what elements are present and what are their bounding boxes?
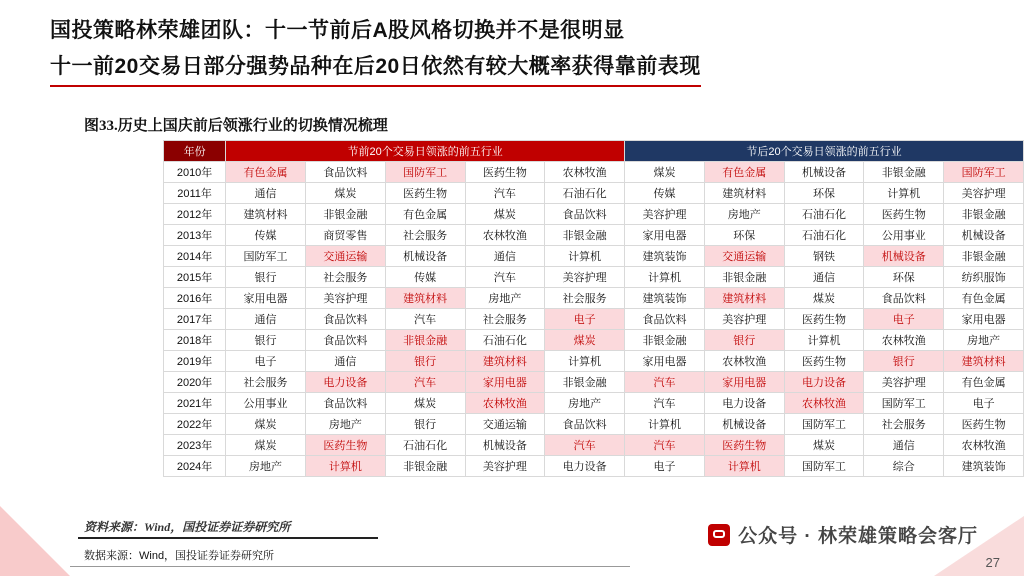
- cell-pre-industry: 电力设备: [305, 372, 385, 393]
- cell-post-industry: 交通运输: [704, 246, 784, 267]
- cell-year: 2016年: [164, 288, 226, 309]
- cell-post-industry: 家用电器: [704, 372, 784, 393]
- cell-pre-industry: 食品饮料: [305, 330, 385, 351]
- footer-divider: [70, 566, 630, 567]
- cell-pre-industry: 机械设备: [465, 435, 545, 456]
- cell-post-industry: 电力设备: [704, 393, 784, 414]
- cell-post-industry: 建筑装饰: [625, 246, 705, 267]
- cell-post-industry: 国防军工: [944, 162, 1024, 183]
- table-row: [164, 309, 1024, 330]
- cell-post-industry: 家用电器: [625, 225, 705, 246]
- cell-pre-industry: 电力设备: [545, 456, 625, 477]
- cell-year: 2022年: [164, 414, 226, 435]
- cell-post-industry: 计算机: [864, 183, 944, 204]
- table-row: [164, 267, 1024, 288]
- cell-pre-industry: 非银金融: [305, 204, 385, 225]
- cell-post-industry: 机械设备: [704, 414, 784, 435]
- footer-source: 数据来源：Wind，国投证券证券研究所: [84, 550, 275, 562]
- cell-post-industry: 美容护理: [704, 309, 784, 330]
- cell-post-industry: 汽车: [625, 372, 705, 393]
- cell-pre-industry: 食品饮料: [305, 162, 385, 183]
- cell-pre-industry: 银行: [385, 351, 465, 372]
- cell-post-industry: 环保: [864, 267, 944, 288]
- table-header: [164, 141, 1024, 162]
- cell-pre-industry: 汽车: [465, 183, 545, 204]
- cell-post-industry: 计算机: [704, 456, 784, 477]
- cell-year: 2019年: [164, 351, 226, 372]
- cell-pre-industry: 石油石化: [545, 183, 625, 204]
- cell-pre-industry: 非银金融: [385, 330, 465, 351]
- cell-pre-industry: 通信: [226, 309, 306, 330]
- page-number: 27: [985, 555, 1000, 570]
- cell-post-industry: 房地产: [704, 204, 784, 225]
- cell-post-industry: 建筑装饰: [625, 288, 705, 309]
- cell-post-industry: 环保: [784, 183, 864, 204]
- cell-pre-industry: 食品饮料: [545, 204, 625, 225]
- cell-pre-industry: 汽车: [385, 309, 465, 330]
- cell-pre-industry: 有色金属: [385, 204, 465, 225]
- cell-post-industry: 计算机: [625, 414, 705, 435]
- cell-post-industry: 房地产: [944, 330, 1024, 351]
- cell-pre-industry: 汽车: [465, 267, 545, 288]
- header-post-holiday: 节后20个交易日领涨的前五行业: [625, 141, 1024, 162]
- cell-pre-industry: 国防军工: [226, 246, 306, 267]
- cell-post-industry: 有色金属: [944, 288, 1024, 309]
- cell-pre-industry: 交通运输: [465, 414, 545, 435]
- cell-pre-industry: 电子: [226, 351, 306, 372]
- brand-block: [708, 521, 978, 548]
- cell-pre-industry: 医药生物: [465, 162, 545, 183]
- cell-pre-industry: 石油石化: [465, 330, 545, 351]
- cell-post-industry: 通信: [864, 435, 944, 456]
- cell-pre-industry: 石油石化: [385, 435, 465, 456]
- cell-pre-industry: 汽车: [385, 372, 465, 393]
- table-row: [164, 162, 1024, 183]
- cell-pre-industry: 社会服务: [465, 309, 545, 330]
- cell-year: 2012年: [164, 204, 226, 225]
- cell-post-industry: 纺织服饰: [944, 267, 1024, 288]
- cell-pre-industry: 社会服务: [545, 288, 625, 309]
- cell-post-industry: 医药生物: [944, 414, 1024, 435]
- cell-pre-industry: 银行: [226, 330, 306, 351]
- cell-post-industry: 非银金融: [864, 162, 944, 183]
- table-row: [164, 414, 1024, 435]
- cell-year: 2013年: [164, 225, 226, 246]
- figure-table-wrapper: [163, 140, 1024, 477]
- cell-pre-industry: 传媒: [226, 225, 306, 246]
- page-title: [50, 16, 980, 87]
- cell-pre-industry: 家用电器: [465, 372, 545, 393]
- header-pre-holiday: 节前20个交易日领涨的前五行业: [226, 141, 625, 162]
- cell-year: 2014年: [164, 246, 226, 267]
- cell-post-industry: 非银金融: [944, 204, 1024, 225]
- cell-post-industry: 钢铁: [784, 246, 864, 267]
- cell-post-industry: 电子: [864, 309, 944, 330]
- cell-pre-industry: 房地产: [305, 414, 385, 435]
- cell-pre-industry: 通信: [465, 246, 545, 267]
- cell-post-industry: 建筑材料: [704, 288, 784, 309]
- cell-pre-industry: 煤炭: [226, 414, 306, 435]
- cell-post-industry: 食品饮料: [625, 309, 705, 330]
- cell-post-industry: 美容护理: [944, 183, 1024, 204]
- cell-pre-industry: 农林牧渔: [465, 225, 545, 246]
- cell-pre-industry: 家用电器: [226, 288, 306, 309]
- cell-post-industry: 非银金融: [704, 267, 784, 288]
- cell-pre-industry: 计算机: [305, 456, 385, 477]
- cell-pre-industry: 房地产: [545, 393, 625, 414]
- cell-pre-industry: 医药生物: [305, 435, 385, 456]
- cell-pre-industry: 房地产: [226, 456, 306, 477]
- cell-post-industry: 银行: [864, 351, 944, 372]
- cell-post-industry: 医药生物: [784, 309, 864, 330]
- cell-post-industry: 国防军工: [864, 393, 944, 414]
- cell-pre-industry: 有色金属: [226, 162, 306, 183]
- industry-switch-table: [163, 140, 1024, 477]
- cell-year: 2020年: [164, 372, 226, 393]
- cell-post-industry: 农林牧渔: [784, 393, 864, 414]
- cell-post-industry: 计算机: [625, 267, 705, 288]
- cell-pre-industry: 美容护理: [465, 456, 545, 477]
- cell-post-industry: 非银金融: [944, 246, 1024, 267]
- table-row: [164, 330, 1024, 351]
- cell-post-industry: 建筑材料: [704, 183, 784, 204]
- table-row: [164, 435, 1024, 456]
- cell-pre-industry: 银行: [385, 414, 465, 435]
- cell-pre-industry: 传媒: [385, 267, 465, 288]
- cell-post-industry: 医药生物: [864, 204, 944, 225]
- cell-year: 2023年: [164, 435, 226, 456]
- cell-post-industry: 银行: [704, 330, 784, 351]
- cell-pre-industry: 食品饮料: [545, 414, 625, 435]
- cell-post-industry: 电子: [625, 456, 705, 477]
- cell-post-industry: 煤炭: [784, 435, 864, 456]
- cell-post-industry: 有色金属: [944, 372, 1024, 393]
- cell-post-industry: 建筑装饰: [944, 456, 1024, 477]
- cell-pre-industry: 美容护理: [305, 288, 385, 309]
- cell-pre-industry: 国防军工: [385, 162, 465, 183]
- cell-post-industry: 家用电器: [625, 351, 705, 372]
- cell-post-industry: 电子: [944, 393, 1024, 414]
- cell-post-industry: 建筑材料: [944, 351, 1024, 372]
- table-row: [164, 288, 1024, 309]
- cell-year: 2021年: [164, 393, 226, 414]
- cell-post-industry: 石油石化: [784, 204, 864, 225]
- cell-pre-industry: 房地产: [465, 288, 545, 309]
- cell-post-industry: 医药生物: [784, 351, 864, 372]
- table-row: [164, 456, 1024, 477]
- cell-post-industry: 有色金属: [704, 162, 784, 183]
- cell-pre-industry: 商贸零售: [305, 225, 385, 246]
- cell-post-industry: 通信: [784, 267, 864, 288]
- cell-pre-industry: 农林牧渔: [465, 393, 545, 414]
- cell-post-industry: 石油石化: [784, 225, 864, 246]
- cell-post-industry: 非银金融: [625, 330, 705, 351]
- cell-post-industry: 美容护理: [625, 204, 705, 225]
- cell-pre-industry: 美容护理: [545, 267, 625, 288]
- decorative-corner-bottom-left: [0, 506, 70, 576]
- cell-post-industry: 计算机: [784, 330, 864, 351]
- header-year: 年份: [164, 141, 226, 162]
- cell-pre-industry: 通信: [226, 183, 306, 204]
- source-underline: [78, 537, 378, 539]
- cell-year: 2018年: [164, 330, 226, 351]
- cell-pre-industry: 建筑材料: [226, 204, 306, 225]
- cell-post-industry: 传媒: [625, 183, 705, 204]
- cell-post-industry: 机械设备: [784, 162, 864, 183]
- cell-post-industry: 食品饮料: [864, 288, 944, 309]
- cell-year: 2015年: [164, 267, 226, 288]
- brand-text: 公众号 · 林荣雄策略会客厅: [738, 526, 978, 547]
- cell-pre-industry: 建筑材料: [385, 288, 465, 309]
- wechat-icon: [708, 524, 730, 546]
- cell-post-industry: 机械设备: [944, 225, 1024, 246]
- cell-post-industry: 汽车: [625, 435, 705, 456]
- cell-post-industry: 国防军工: [784, 456, 864, 477]
- title-line-1: 国投策略林荣雄团队：十一节前后A股风格切换并不是很明显: [50, 19, 625, 42]
- cell-pre-industry: 计算机: [545, 351, 625, 372]
- cell-post-industry: 煤炭: [784, 288, 864, 309]
- cell-pre-industry: 社会服务: [305, 267, 385, 288]
- figure-source: 资料来源：Wind，国投证券证券研究所: [84, 520, 291, 534]
- cell-pre-industry: 农林牧渔: [545, 162, 625, 183]
- cell-post-industry: 农林牧渔: [704, 351, 784, 372]
- cell-pre-industry: 医药生物: [385, 183, 465, 204]
- cell-pre-industry: 食品饮料: [305, 393, 385, 414]
- cell-pre-industry: 煤炭: [226, 435, 306, 456]
- cell-pre-industry: 非银金融: [545, 372, 625, 393]
- cell-pre-industry: 社会服务: [226, 372, 306, 393]
- cell-pre-industry: 机械设备: [385, 246, 465, 267]
- cell-year: 2017年: [164, 309, 226, 330]
- table-row: [164, 246, 1024, 267]
- cell-year: 2024年: [164, 456, 226, 477]
- cell-post-industry: 社会服务: [864, 414, 944, 435]
- table-row: [164, 183, 1024, 204]
- cell-post-industry: 家用电器: [944, 309, 1024, 330]
- table-row: [164, 204, 1024, 225]
- cell-post-industry: 美容护理: [864, 372, 944, 393]
- cell-pre-industry: 非银金融: [545, 225, 625, 246]
- table-row: [164, 351, 1024, 372]
- title-line-2: 十一前20交易日部分强势品种在后20日依然有较大概率获得靠前表现: [50, 52, 701, 87]
- cell-year: 2010年: [164, 162, 226, 183]
- table-header-row: [164, 141, 1024, 162]
- cell-pre-industry: 银行: [226, 267, 306, 288]
- cell-pre-industry: 社会服务: [385, 225, 465, 246]
- cell-pre-industry: 煤炭: [465, 204, 545, 225]
- cell-pre-industry: 公用事业: [226, 393, 306, 414]
- cell-post-industry: 综合: [864, 456, 944, 477]
- cell-pre-industry: 煤炭: [385, 393, 465, 414]
- cell-post-industry: 国防军工: [784, 414, 864, 435]
- cell-post-industry: 汽车: [625, 393, 705, 414]
- table-body: [164, 162, 1024, 477]
- cell-pre-industry: 建筑材料: [465, 351, 545, 372]
- cell-pre-industry: 通信: [305, 351, 385, 372]
- cell-post-industry: 农林牧渔: [944, 435, 1024, 456]
- cell-year: 2011年: [164, 183, 226, 204]
- table-row: [164, 372, 1024, 393]
- cell-post-industry: 农林牧渔: [864, 330, 944, 351]
- figure-caption: 图33.历史上国庆前后领涨行业的切换情况梳理: [84, 118, 388, 134]
- cell-pre-industry: 计算机: [545, 246, 625, 267]
- table-row: [164, 225, 1024, 246]
- cell-post-industry: 煤炭: [625, 162, 705, 183]
- cell-post-industry: 机械设备: [864, 246, 944, 267]
- cell-post-industry: 环保: [704, 225, 784, 246]
- cell-post-industry: 医药生物: [704, 435, 784, 456]
- cell-post-industry: 电力设备: [784, 372, 864, 393]
- cell-post-industry: 公用事业: [864, 225, 944, 246]
- cell-pre-industry: 电子: [545, 309, 625, 330]
- table-row: [164, 393, 1024, 414]
- cell-pre-industry: 交通运输: [305, 246, 385, 267]
- cell-pre-industry: 煤炭: [305, 183, 385, 204]
- cell-pre-industry: 食品饮料: [305, 309, 385, 330]
- cell-pre-industry: 煤炭: [545, 330, 625, 351]
- cell-pre-industry: 汽车: [545, 435, 625, 456]
- cell-pre-industry: 非银金融: [385, 456, 465, 477]
